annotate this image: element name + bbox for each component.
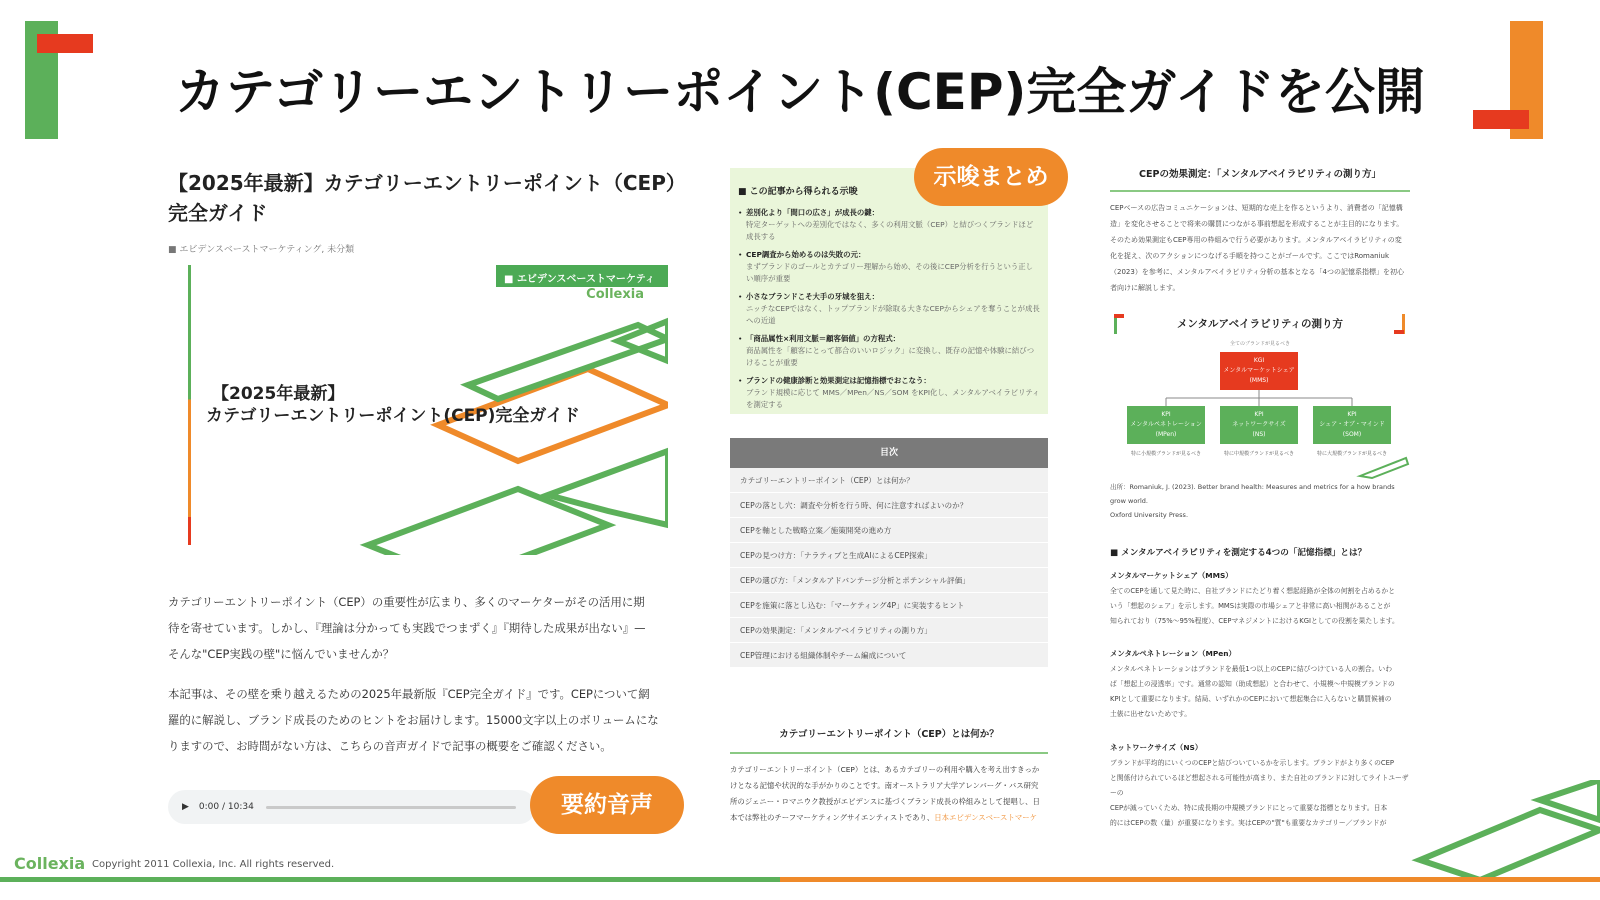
sec2-line4-text: 本では弊社のチーフマーケティングサイエンティストであり、 (730, 813, 935, 822)
insight-item (738, 291, 1040, 327)
ns-line2: と関係付けられているほど想起される可能性が高まり、また自社のブランドに対してライトユーザーの (1110, 774, 1409, 797)
section-cep-body (730, 762, 1048, 826)
audio-player[interactable] (168, 790, 536, 824)
section-cep-rule (730, 752, 1048, 754)
mpen-line2: ば「想起上の浸透率」です。通常の認知（助成想起）と合わせて、小規模〜中規模ブランドの (1110, 680, 1395, 688)
toc-item[interactable]: CEPを施策に落とし込む：「マーケティング4P」に実装するヒント (730, 593, 1048, 618)
insight-title: • 「商品属性×利用文脈＝顧客価値」の方程式： (746, 334, 901, 343)
kpi-line1: KPI (1254, 411, 1264, 418)
para1-line1: カテゴリーエントリーポイント（CEP）の重要性が広まり、多くのマーケターがその活用に期 (168, 595, 645, 609)
insight-desc: ブランド規模に応じて MMS／MPen／NS／SOM をKPI化し、メンタルアベイラビリティを測定する (746, 388, 1040, 409)
hero-category-tag: ■ エビデンスベーストマーケティング (496, 265, 668, 287)
hero-title-line1: 【2025年最新】 (212, 384, 345, 404)
toc-item[interactable]: CEPの見つけ方：「ナラティブと生成AIによるCEP探索」 (730, 543, 1048, 568)
mms-text (1110, 584, 1410, 629)
para2-line1: 本記事は、その壁を乗り越えるための2025年最新版『CEP完全ガイド』です。CEPについて網 (168, 687, 650, 701)
sec2-line4-link[interactable]: 日本エビデンスベーストマーケ (934, 813, 1038, 822)
article-category-text: エビデンスベーストマーケティング, 未分類 (179, 245, 355, 255)
para1-line3: そんな"CEP実践の壁"に悩んでいませんか？ (168, 647, 395, 661)
sec2-line2: けとなる記憶や状況的な手がかりのことです。南オーストラリア大学アレンバーグ・バス研究 (730, 781, 1039, 790)
article-paragraph-1 (168, 589, 688, 667)
p3-body-line6: 者向けに解説します。 (1110, 284, 1180, 292)
toc-item[interactable]: CEPの落とし穴：調査や分析を行う時、何に注意すればよいのか？ (730, 493, 1048, 518)
para2-line3: りますので、お時間がない方は、こちらの音声ガイドで記事の概要をご確認ください。 (168, 739, 612, 753)
ns-line1: ブランドが平均的にいくつのCEPと結びついているかを示します。ブランドがより多くのCEP (1110, 759, 1395, 767)
article-title-line2: 完全ガイド (168, 201, 268, 225)
p3-body-line4: 化を捉え、次のアクションにつなげる手順を持つことがゴールです。ここではRomaniuk (1110, 252, 1390, 260)
article-category[interactable]: ■ エビデンスベーストマーケティング, 未分類 (168, 245, 355, 255)
diagram-source (1110, 480, 1410, 522)
article-title[interactable] (168, 168, 688, 228)
mms-label: メンタルマーケットシェア（MMS） (1110, 571, 1233, 580)
mpen-line3: KPIとして重要になります。結局、いずれかのCEPにおいて想起集合に入らないと購買候補の (1110, 695, 1392, 703)
kgi-line3: (MMS) (1249, 377, 1269, 384)
slide-title: カテゴリーエントリーポイント(CEP)完全ガイドを公開 (175, 63, 1425, 121)
kgi-line1: KGI (1253, 357, 1265, 364)
kpi-line2: シェア・オブ・マインド (1319, 421, 1385, 428)
insight-title: • ブランドの健康診断と効果測定は記憶指標でおこなう： (746, 376, 931, 385)
source-line1: 出所：Romaniuk, J. (2023). Better brand health: Measures and metrics for a how brands grow world. (1110, 483, 1395, 505)
insight-item (738, 249, 1040, 285)
footer-logo: Collexia (14, 854, 86, 873)
measurement-section-rule (1110, 190, 1410, 192)
p3-body-line1: CEPベースの広告コミュニケーションは、短期的な売上を作るというより、消費者の「記憶構 (1110, 204, 1403, 212)
diagram-subtitle: 全てのブランドが見るべき (1229, 341, 1290, 347)
kpi-box-ns (1220, 406, 1298, 444)
corner-diamond-1 (1420, 810, 1600, 880)
corner-red-horizontal (37, 34, 93, 53)
insight-desc: ニッチなCEPではなく、トップブランドが除取る大きなCEPからシェアを奪うことが成長への近道 (746, 304, 1040, 325)
kpi-line3: (SOM) (1342, 431, 1362, 438)
mms-line2: いう「想起のシェア」を示します。MMSは実際の市場シェアと非常に高い相関があることが (1110, 602, 1391, 610)
mental-availability-diagram (1110, 306, 1410, 484)
section-cep-title: カテゴリーエントリーポイント（CEP）とは何か？ (779, 729, 999, 740)
mms-line1: 全てのCEPを通して見た時に、自社ブランドにたどり着く想起経路が全体の何割を占めるかと (1110, 587, 1396, 595)
toc-item[interactable]: CEPの効果測定：「メンタルアベイラビリティの測り方」 (730, 618, 1048, 643)
para1-line2: 待を寄せています。しかし、『理論は分かっても実践でつまずく』『期待した成果が出ない』— (168, 621, 646, 635)
footer-bar-green (0, 877, 780, 882)
mpen-line1: メンタルペネトレーションはブランドを最低1つ以上のCEPに結びつけている人の割合。いわ (1110, 665, 1392, 673)
kgi-box (1220, 352, 1298, 390)
kpi-line3: (MPen) (1155, 431, 1177, 438)
diagram-deco-diamond (1360, 458, 1408, 478)
toc-item[interactable]: カテゴリーエントリーポイント（CEP）とは何か？ (730, 468, 1048, 493)
diagram-title: メンタルアベイラビリティの測り方 (1176, 318, 1344, 330)
insight-desc: 特定ターゲットへの差別化ではなく、多くの利用文脈（CEP）と結びつくブランドほど成長する (746, 220, 1034, 241)
p3-body-line5: （2023）を参考に、メンタルアベイラビリティ分析の基本となる「4つの記憶系指標」を初心 (1110, 268, 1405, 276)
toc-item[interactable]: CEPを軸とした戦略立案／施策開発の進め方 (730, 518, 1048, 543)
mpen-line4: 土俵に出せないためです。 (1110, 710, 1192, 718)
ns-text (1110, 756, 1410, 831)
kgi-line2: メンタルマーケットシェア (1223, 367, 1295, 374)
memory-metrics-heading: ■ メンタルアベイラビリティを測定する4つの「記憶指標」とは？ (1110, 548, 1367, 558)
footer-bar-orange (780, 877, 1600, 882)
insight-item (738, 207, 1040, 243)
ns-line3: CEPが減っていくため、特に成長期の中規模ブランドにとって重要な指標となります。日本 (1110, 804, 1388, 812)
insight-desc: 商品属性を「顧客にとって都合のいいロジック」に変換し、既存の記憶や体験に結びつけることが重要 (746, 346, 1035, 367)
insight-title: • 小さなブランドこそ大手の牙城を狙え： (746, 292, 880, 301)
corner-diamond-graphic (1370, 780, 1600, 880)
table-of-contents (730, 438, 1048, 668)
kpi-line1: KPI (1161, 411, 1171, 418)
sec2-line4 (730, 810, 1048, 826)
audio-progress-track[interactable] (266, 806, 516, 809)
p3-body-line3: そのため効果測定もCEP専用の枠組みで行う必要があります。メンタルアベイラビリティの変 (1110, 236, 1402, 244)
kpi-box-som (1313, 406, 1391, 444)
hero-logo: Collexia (586, 287, 644, 302)
hero-green-diamond-2 (548, 451, 668, 525)
insights-heading: ■ この記事から得られる示唆 (738, 187, 858, 197)
hero-image (168, 265, 668, 555)
insight-item (738, 375, 1040, 411)
toc-item[interactable]: CEPの選び方：「メンタルアドバンテージ分析とポテンシャル評価」 (730, 568, 1048, 593)
kpi-note-mpen: 特に小規模ブランドが見るべき (1130, 451, 1201, 457)
kpi-box-mpen (1127, 406, 1205, 444)
ns-label: ネットワークサイズ（NS） (1110, 743, 1203, 752)
audio-summary-badge: 要約音声 (530, 776, 684, 834)
kpi-line2: ネットワークサイズ (1232, 421, 1286, 428)
measurement-intro (1110, 200, 1410, 296)
kpi-note-ns: 特に中規模ブランドが見るべき (1223, 451, 1294, 457)
sec2-line1: カテゴリーエントリーポイント（CEP）とは、あるカテゴリーの利用や購入を考え出すきっか (730, 765, 1040, 774)
footer-copyright: Copyright 2011 Collexia, Inc. All rights reserved. (92, 859, 335, 870)
insight-title: • CEP調査から始めるのは失敗の元： (746, 250, 866, 259)
insight-desc: まずブランドのゴールとカテゴリー理解から始め、その後にCEP分析を行うという正しい順序が重要 (746, 262, 1034, 283)
mms-line3: 知られており（75%〜95%程度）、CEPマネジメントにおけるKGIとしての役割を果たします。 (1110, 617, 1399, 625)
ns-line4: 的にはCEPの数（量）が重要になります。実はCEPの"質"も重要なカテゴリー／ブランドが (1110, 819, 1387, 827)
para2-line2: 羅的に解説し、ブランド成長のためのヒントをお届けします。15000文字以上のボリュームにな (168, 713, 659, 727)
insight-title: • 差別化より「間口の広さ」が成長の鍵： (746, 208, 880, 217)
insights-list (738, 207, 1040, 411)
kpi-line2: メンタルペネトレーション (1130, 421, 1202, 428)
audio-time: 0:00 / 10:34 (198, 802, 254, 812)
diagram-connectors (1110, 306, 1410, 484)
article-panel (168, 168, 688, 848)
source-line2: Oxford University Press. (1110, 511, 1189, 519)
kpi-note-som: 特に大規模ブランドが見るべき (1316, 451, 1387, 457)
kpi-line3: (NS) (1252, 431, 1266, 438)
kpi-line1: KPI (1347, 411, 1357, 418)
sec2-line3: 所のジェニー・ロマニウク教授がエビデンスに基づくブランド成長の枠組みとして提唱し、日 (730, 797, 1040, 806)
article-paragraph-2 (168, 681, 688, 759)
toc-heading: 目次 (730, 438, 1048, 468)
insight-item (738, 333, 1040, 369)
p3-body-line2: 造」を変化させることで将来の購買につながる事前想起を形成することが主目的になります。 (1110, 220, 1404, 228)
play-icon[interactable]: ▶ (182, 802, 189, 812)
toc-item[interactable]: CEP管理における組織体制やチーム編成について (730, 643, 1048, 668)
mpen-text (1110, 662, 1410, 722)
article-title-line1: 【2025年最新】カテゴリーエントリーポイント（CEP） (168, 171, 686, 195)
measurement-section-title: CEPの効果測定：「メンタルアベイラビリティの測り方」 (1139, 169, 1381, 180)
hero-accent-bar (188, 265, 191, 545)
hero-title-line2: カテゴリーエントリーポイント(CEP)完全ガイド (206, 406, 580, 426)
hero-category-tag-text: エビデンスベーストマーケティング (504, 274, 655, 300)
insights-summary-badge: 示唆まとめ (914, 148, 1068, 206)
mpen-label: メンタルペネトレーション（MPen） (1110, 649, 1236, 658)
